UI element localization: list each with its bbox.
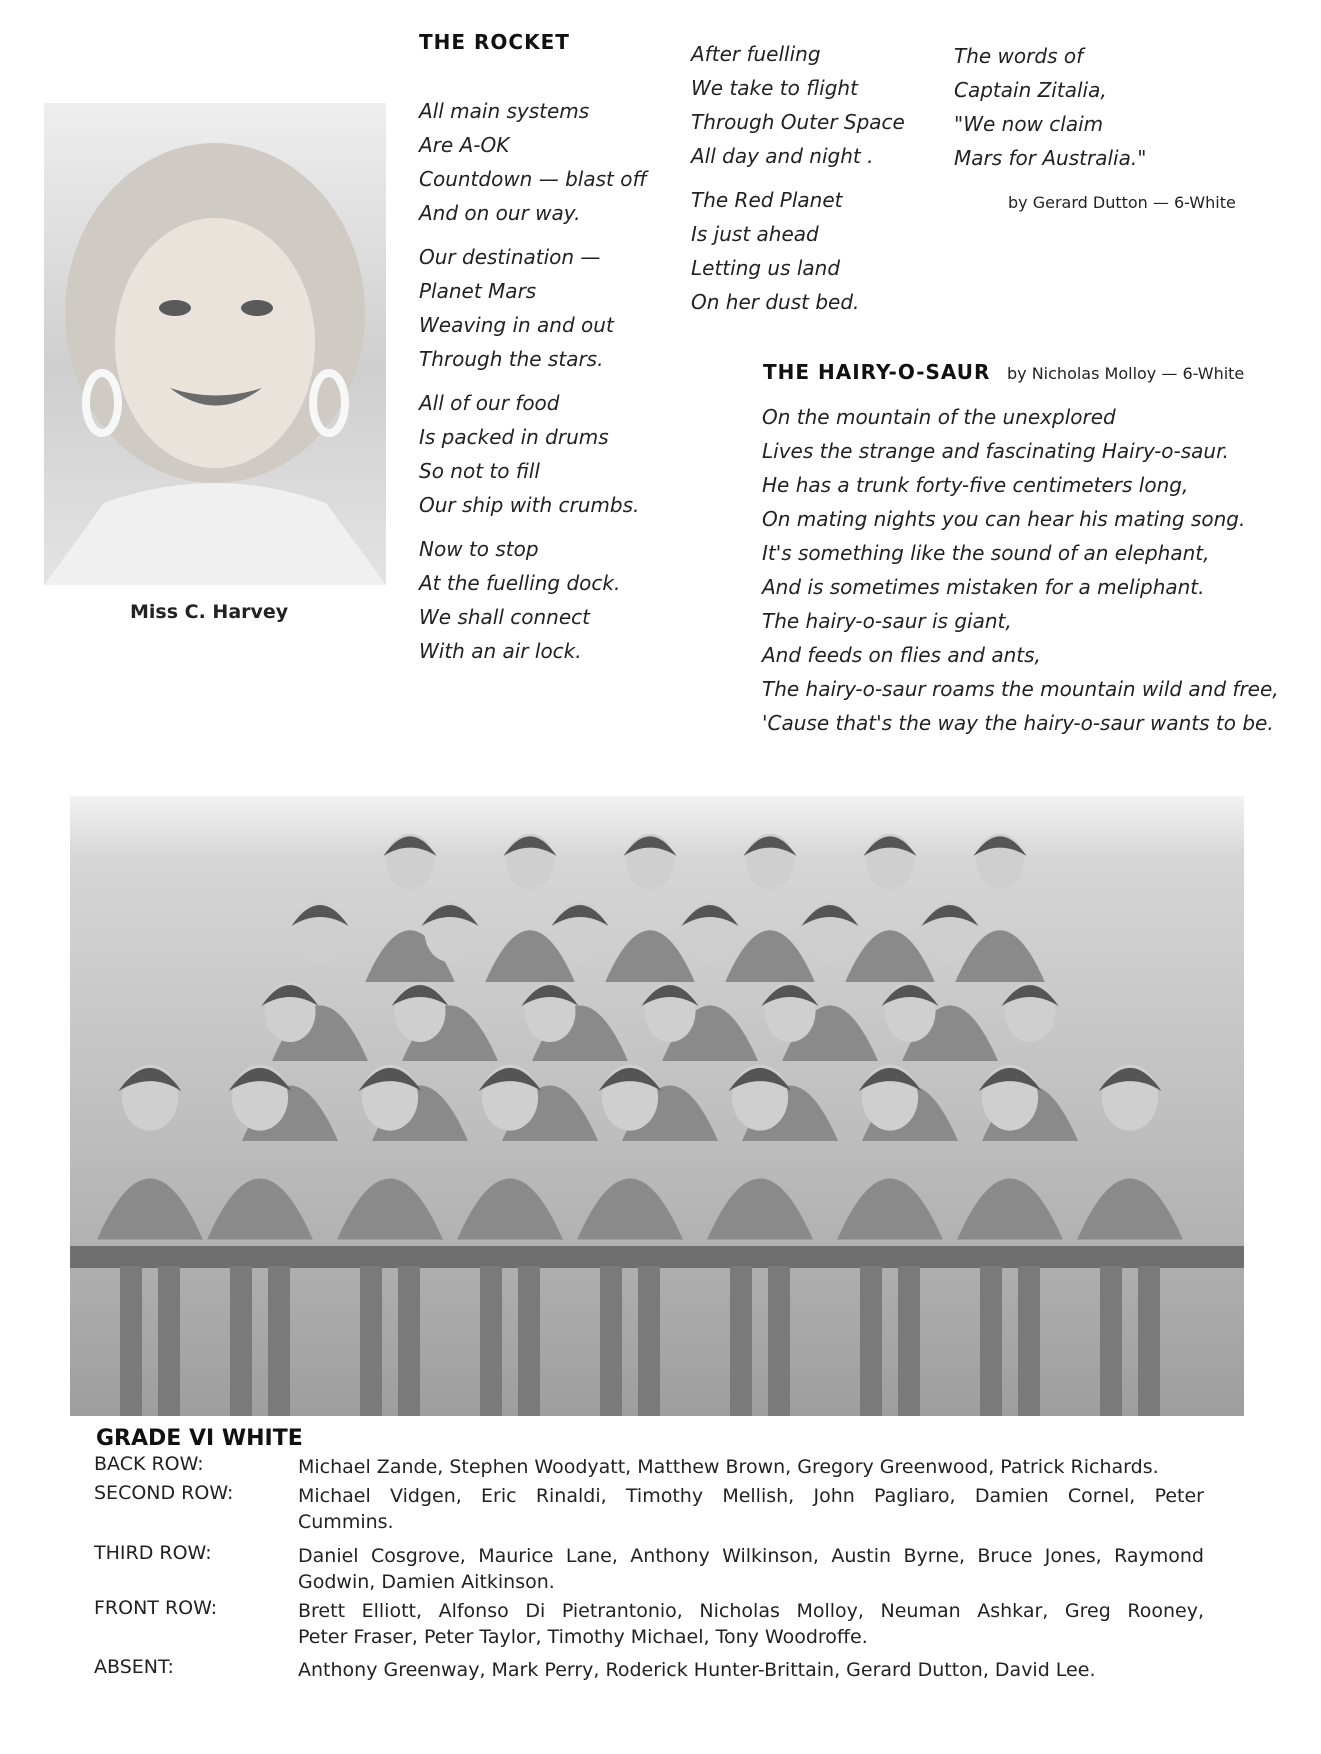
names-line: Anthony Greenway, Mark Perry, Roderick Hunter-Brittain, Gerard Dutton, David Lee. (298, 1659, 1096, 1681)
stanza-break (419, 230, 647, 240)
poem-line: "We now claim (954, 112, 1104, 136)
poem-line: Our ship with crumbs. (419, 493, 640, 517)
roster-row-names-line1: Daniel Cosgrove, Maurice Lane, Anthony Wilkinson, Austin Byrne, Bruce Jones, Raymond (298, 1545, 1204, 1567)
student-leg (1138, 1266, 1160, 1416)
poem-line: Planet Mars (419, 279, 537, 303)
hairy-poem (762, 400, 1279, 740)
poem-line: With an air lock. (419, 639, 582, 663)
student-body (957, 1178, 1063, 1239)
student-leg (860, 1266, 882, 1416)
poem-line: All main systems (419, 99, 590, 123)
poem-line: Through the stars. (419, 347, 604, 371)
poem-line: The hairy-o-saur roams the mountain wild and free, (762, 677, 1279, 701)
poem-line: Through Outer Space (691, 110, 905, 134)
names-line: Michael Zande, Stephen Woodyatt, Matthew Brown, Gregory Greenwood, Patrick Richards. (298, 1456, 1159, 1478)
poem-line: We take to flight (691, 76, 858, 100)
poem-line: Mars for Australia." (954, 146, 1147, 170)
poem-line: Weaving in and out (419, 313, 614, 337)
hairy-byline: by Nicholas Molloy — 6-White (1007, 364, 1245, 383)
class-group-photo (70, 796, 1244, 1416)
rocket-column-1 (419, 94, 647, 668)
poem-line: So not to fill (419, 459, 540, 483)
student-body (457, 1178, 563, 1239)
class-heading: GRADE VI WHITE (96, 1426, 303, 1451)
bench (70, 1246, 1244, 1268)
student-leg (230, 1266, 252, 1416)
poem-line: Countdown — blast off (419, 167, 647, 191)
student-leg (360, 1266, 382, 1416)
poem-line: All of our food (419, 391, 560, 415)
poem-line: He has a trunk forty-five centimeters long, (762, 473, 1189, 497)
poem-line: The words of (954, 44, 1084, 68)
student-leg (480, 1266, 502, 1416)
poem-line: Letting us land (691, 256, 841, 280)
poem-line: Is packed in drums (419, 425, 609, 449)
roster-row-names-line2: Godwin, Damien Aitkinson. (298, 1571, 555, 1593)
roster-row-names-line1: Michael Vidgen, Eric Rinaldi, Timothy Mellish, John Pagliaro, Damien Cornel, Peter (298, 1485, 1204, 1507)
rocket-byline: by Gerard Dutton — 6-White (1008, 193, 1236, 212)
poem-line: It's something like the sound of an elephant, (762, 541, 1210, 565)
stanza-break (419, 522, 647, 532)
poem-line: On mating nights you can hear his mating song. (762, 507, 1246, 531)
student-body (577, 1178, 683, 1239)
student-leg (638, 1266, 660, 1416)
roster-row-label: FRONT ROW: (94, 1597, 218, 1619)
portrait-caption: Miss C. Harvey (130, 601, 289, 623)
student-leg (898, 1266, 920, 1416)
poem-line: On her dust bed. (691, 290, 860, 314)
student-leg (980, 1266, 1002, 1416)
student-body (207, 1178, 313, 1239)
poem-line: On the mountain of the unexplored (762, 405, 1116, 429)
rocket-column-3 (954, 39, 1146, 175)
student-body (725, 930, 815, 982)
poem-line: And on our way. (419, 201, 581, 225)
student-body (97, 1178, 203, 1239)
poem-line: Captain Zitalia, (954, 78, 1107, 102)
poem-line: And feeds on flies and ants, (762, 643, 1041, 667)
roster-row-names-line1: Brett Elliott, Alfonso Di Pietrantonio, Nicholas Molloy, Neuman Ashkar, Greg Rooney, (298, 1600, 1204, 1622)
stanza-break (419, 376, 647, 386)
poem-line: Is just ahead (691, 222, 819, 246)
student-body (837, 1178, 943, 1239)
student-leg (600, 1266, 622, 1416)
poem-line: We shall connect (419, 605, 590, 629)
student-leg (398, 1266, 420, 1416)
poem-line: Lives the strange and fascinating Hairy-o-saur. (762, 439, 1229, 463)
student-leg (120, 1266, 142, 1416)
student-leg (768, 1266, 790, 1416)
roster-row-label: SECOND ROW: (94, 1482, 234, 1504)
rocket-title: THE ROCKET (419, 30, 570, 54)
student-leg (730, 1266, 752, 1416)
poem-line: At the fuelling dock. (419, 571, 621, 595)
roster-row-label: BACK ROW: (94, 1453, 204, 1475)
roster-row-label: THIRD ROW: (94, 1542, 212, 1564)
student-leg (518, 1266, 540, 1416)
student-leg (268, 1266, 290, 1416)
hairy-title: THE HAIRY-O-SAUR (763, 360, 991, 384)
student-leg (1018, 1266, 1040, 1416)
teacher-portrait-photo (44, 103, 386, 585)
roster-row-names (298, 1454, 1204, 1480)
poem-line: Are A-OK (419, 133, 510, 157)
poem-line: The hairy-o-saur is giant, (762, 609, 1012, 633)
poem-line: After fuelling (691, 42, 821, 66)
student-leg (1100, 1266, 1122, 1416)
student-body (707, 1178, 813, 1239)
roster-row-names (298, 1657, 1204, 1683)
poem-line: All day and night . (691, 144, 874, 168)
student-body (1077, 1178, 1183, 1239)
roster-row-names-line2: Peter Fraser, Peter Taylor, Timothy Michael, Tony Woodroffe. (298, 1626, 868, 1648)
poem-line: And is sometimes mistaken for a meliphant. (762, 575, 1205, 599)
poem-line: The Red Planet (691, 188, 843, 212)
student-body (337, 1178, 443, 1239)
poem-line: Our destination — (419, 245, 601, 269)
student-leg (158, 1266, 180, 1416)
poem-line: 'Cause that's the way the hairy-o-saur wants to be. (762, 711, 1274, 735)
roster-row-names-line2: Cummins. (298, 1511, 394, 1533)
poem-line: Now to stop (419, 537, 539, 561)
stanza-break (691, 173, 905, 183)
student-body (605, 930, 695, 982)
roster-row-label: ABSENT: (94, 1656, 174, 1678)
rocket-column-2 (691, 37, 905, 319)
student-body (845, 930, 935, 982)
